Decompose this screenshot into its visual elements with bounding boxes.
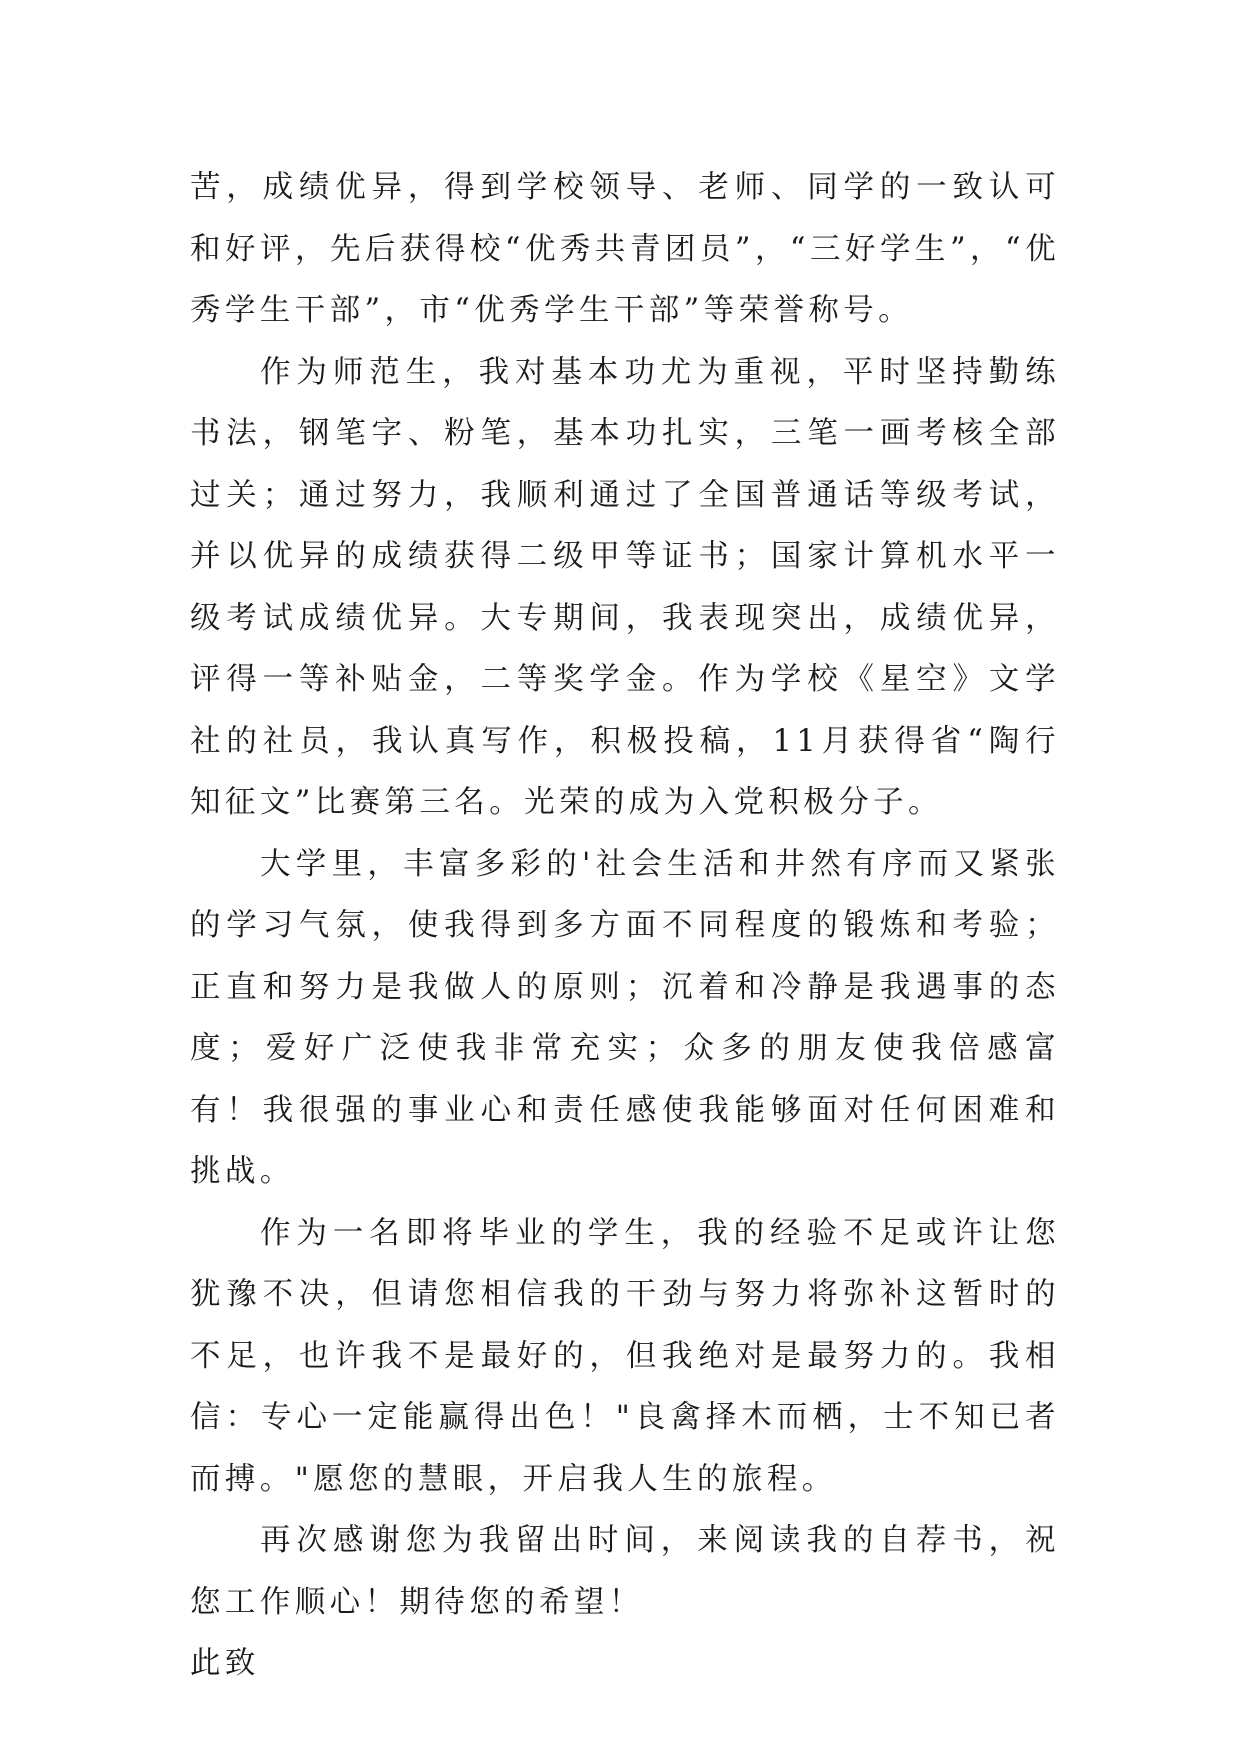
- paragraph-thanks: 再次感谢您为我留出时间，来阅读我的自荐书，祝您工作顺心！期待您的希望！: [190, 1523, 1060, 1620]
- paragraph-basic-skills: 作为师范生，我对基本功尤为重视，平时坚持勤练书法，钢笔字、粉笔，基本功扎实，三笔一画考核全部过关；通过努力，我顺利通过了全国普通话等级考试，并以优异的成绩获得二级甲等证书；国家计算机水平一级考试成绩优异。大专期间，我表现突出，成绩优异，评得一等补贴金，二等奖学金。作为学校《星空》文学社的社员，我认真写作，积极投稿，11月获得省“陶行知征文”比赛第三名。光荣的成为入党积极分子。: [190, 354, 1060, 820]
- paragraph-graduate-appeal: 作为一名即将毕业的学生，我的经验不足或许让您犹豫不决，但请您相信我的干劲与努力将弥补这暂时的不足，也许我不是最好的，但我绝对是最努力的。我相信：专心一定能赢得出色！"良禽择木而栖，士不知已者而搏。"愿您的慧眼，开启我人生的旅程。: [190, 1215, 1060, 1497]
- paragraph-continuation: 苦，成绩优异，得到学校领导、老师、同学的一致认可和好评，先后获得校“优秀共青团员”，“三好学生”，“优秀学生干部”，市“优秀学生干部”等荣誉称号。: [190, 170, 1060, 328]
- letter-body: [190, 157, 1060, 1695]
- paragraph-university-life: 大学里，丰富多彩的'社会生活和井然有序而又紧张的学习气氛，使我得到多方面不同程度的锻炼和考验；正直和努力是我做人的原则；沉着和冷静是我遇事的态度；爱好广泛使我非常充实；众多的朋友使我倍感富有！我很强的事业心和责任感使我能够面对任何困难和挑战。: [190, 846, 1060, 1189]
- closing-salutation: 此致: [190, 1646, 260, 1681]
